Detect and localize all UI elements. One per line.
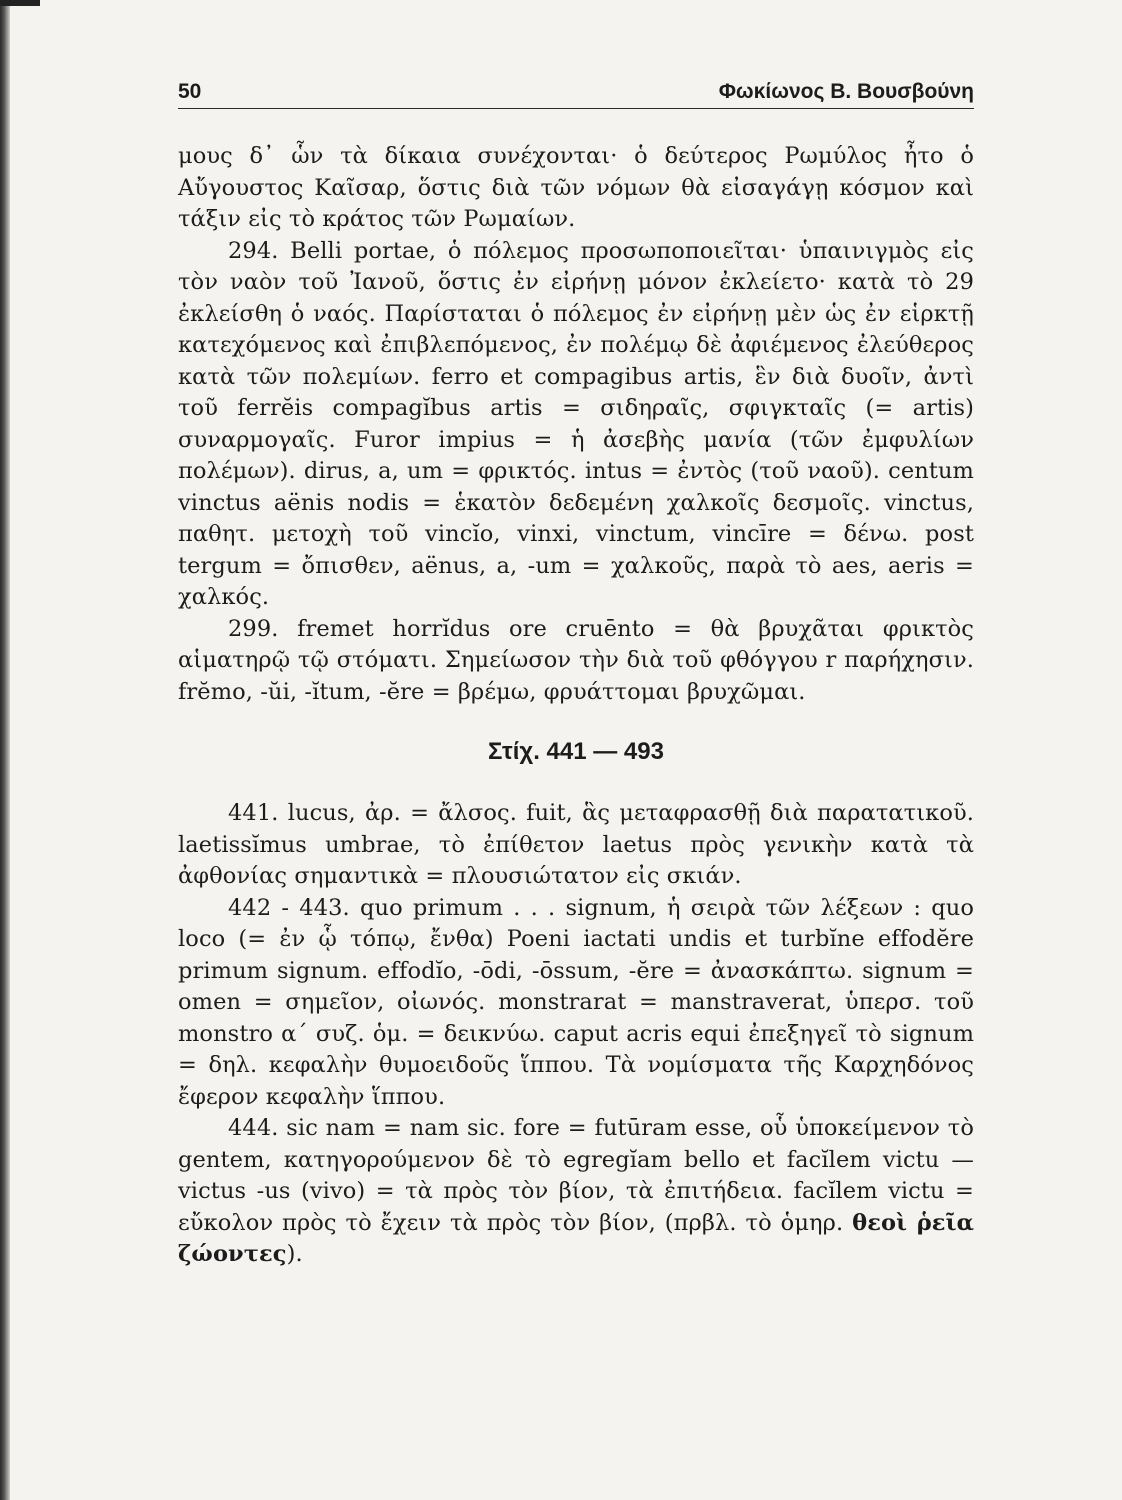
paragraph-442-443: 442 - 443. quo primum . . . signum, ἡ σειρὰ τῶν λέξεων : quo loco (= ἐν ᾧ τόπῳ, ἔνθα) Poeni iactati undis et turbĭne effodĕre primum signum. effodĭo, -ōdi, -ōssum, -ĕre = ἀνασκάπτω. signum = omen = σημεῖον, οἰωνός. monstrarat = manstraverat, ὑπερσ. τοῦ monstro α΄ συζ. ὁμ. = δεικνύω. caput acris equi ἐπεξηγεῖ τὸ signum = δηλ. κεφαλὴν θυμοειδοῦς ἵππου. Τὰ νομίσματα τῆς Καρχηδόνος ἔφερον κεφαλὴν ἵππου. xyxy=(178,894,974,1110)
running-head: Φωκίωνος Β. Βουσβούνη xyxy=(718,80,974,103)
page-corner-mark xyxy=(0,0,40,6)
paragraph-299: 299. fremet horrĭdus ore cruēnto = θὰ βρυχᾶται φρικτὸς αἱματηρῷ τῷ στόματι. Σημείωσον τὴν διὰ τοῦ φθόγγου r παρήχησιν. frĕmo, -ŭi, -ĭtum, -ĕre = βρέμω, φρυάττομαι βρυχῶμαι. xyxy=(178,615,974,705)
paragraph-441: 441. lucus, ἀρ. = ἄλσος. fuit, ἃς μεταφρασθῇ διὰ παρατατικοῦ. laetissĭmus umbrae, τὸ ἐπίθετον laetus πρὸς γενικὴν κατὰ τὰ ἀφθονίας σημαντικὰ = πλουσιώτατον εἰς σκιάν. xyxy=(178,800,974,889)
page-binding-shadow xyxy=(0,0,10,1500)
paragraph-444 xyxy=(178,1113,974,1271)
paragraph-294: 294. Belli portae, ὁ πόλεμος προσωποποιεῖται· ὑπαινιγμὸς εἰς τὸν ναὸν τοῦ Ἰανοῦ, ὅστις ἐν εἰρήνῃ μόνον ἐκλείετο· κατὰ τὸ 29 ἐκλείσθη ὁ ναός. Παρίσταται ὁ πόλεμος ἐν εἰρήνῃ μὲν ὡς ἐν εἱρκτῇ κατεχόμενος καὶ ἐπιβλεπόμενος, ἐν πολέμῳ δὲ ἀφιέμενος ἐλεύθερος κατὰ τῶν πολεμίων. ferro et compagibus artis, ἓν διὰ δυοῖν, ἀντὶ τοῦ ferrĕis compagĭbus artis = σιδηραῖς, σφιγκταῖς (= artis) συναρμογαῖς. Furor impius = ἡ ἀσεβὴς μανία (τῶν ἐμφυλίων πολέμων). dirus, a, um = φρικτός. intus = ἐντὸς (τοῦ ναοῦ). centum vinctus aënis nodis = ἑκατὸν δεδεμένη χαλκοῖς δεσμοῖς. vinctus, παθητ. μετοχὴ τοῦ vincĭo, vinxi, vinctum, vincīre = δένω. post tergum = ὄπισθεν, aënus, a, -um = χαλκοῦς, παρὰ τὸ aes, aeris = χαλκός. xyxy=(178,237,974,610)
homeric-quote: θεοὶ ῥεῖα ζώοντες xyxy=(178,1209,974,1267)
page-number: 50 xyxy=(178,80,202,103)
closing-suffix: ). xyxy=(286,1241,303,1267)
paragraph-continuation: μους δ᾽ ὧν τὰ δίκαια συνέχονται· ὁ δεύτερος Ρωμύλος ἦτο ὁ Αὔγουστος Καῖσαρ, ὅστις διὰ τῶν νόμων θὰ εἰσαγάγῃ κόσμον καὶ τάξιν εἰς τὸ κράτος τῶν Ρωμαίων. xyxy=(178,143,974,232)
body-text xyxy=(178,141,974,1271)
section-heading: Στίχ. 441 — 493 xyxy=(488,738,664,765)
page-header xyxy=(178,70,974,109)
book-page xyxy=(178,70,974,1271)
paragraph-444-text: 444. sic nam = nam sic. fore = futūram esse, οὗ ὑποκείμενον τὸ gentem, κατηγορούμενον δὲ τὸ egregĭam bello et facĭlem victu — victus -us (vivo) = τὰ πρὸς τὸν βίον, τὰ ἐπιτήδεια. facĭlem victu = εὔκολον πρὸς τὸ ἔχειν τὰ πρὸς τὸν βίον, (πρβλ. τὸ ὁμηρ. xyxy=(178,1115,974,1236)
